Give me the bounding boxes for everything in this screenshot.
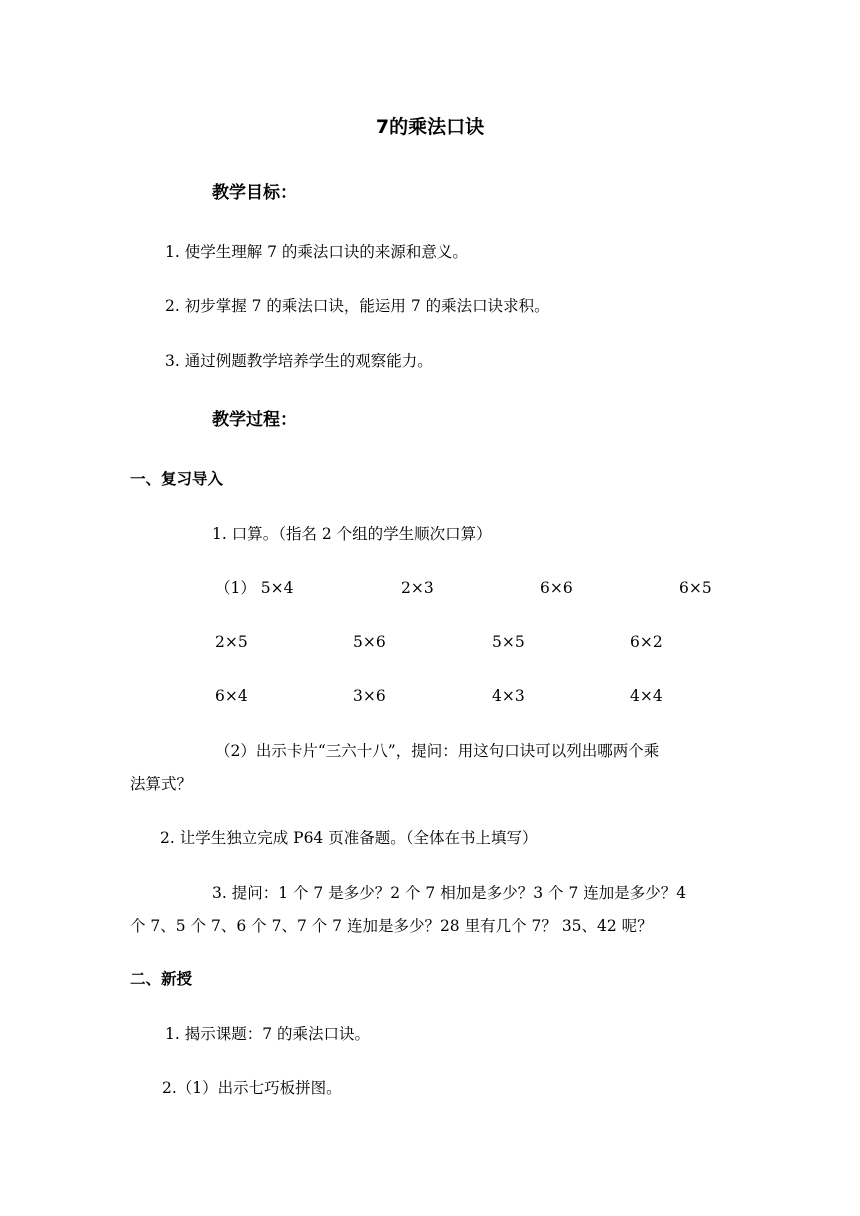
objective-item: 2. 初步掌握 7 的乘法口诀，能运用 7 的乘法口诀求积。 [165,297,550,315]
review-item-1: 1. 口算。（指名 2 个组的学生顺次口算） [212,525,492,543]
mental-calc-cell: 2×5 [215,633,248,651]
section-heading-review: 一、复习导入 [130,470,224,488]
new-item-2: 2.（1）出示七巧板拼图。 [162,1079,342,1097]
section-heading-new: 二、新授 [130,970,193,988]
mental-calc-cell: 5×5 [492,633,525,651]
mental-calc-cell: 6×2 [630,633,663,651]
mental-calc-cell: 3×6 [353,687,386,705]
review-item-1b-line2: 法算式？ [130,775,193,793]
review-item-2: 2. 让学生独立完成 P64 页准备题。（全体在书上填写） [160,829,538,847]
review-item-3-line1: 3. 提问：1 个 7 是多少？2 个 7 相加是多少？3 个 7 连加是多少？4 [212,884,687,902]
mental-calc-cell: 2×3 [401,579,434,597]
mental-calc-cell: 6×6 [540,579,573,597]
new-item-1: 1. 揭示课题：7 的乘法口诀。 [165,1025,371,1043]
review-item-3-line2: 个 7、5 个 7、6 个 7、7 个 7 连加是多少？28 里有几个 7？ 35、42 呢？ [130,917,653,935]
mental-calc-cell: 6×4 [215,687,248,705]
objectives-heading: 教学目标： [212,183,297,203]
objective-item: 1. 使学生理解 7 的乘法口诀的来源和意义。 [165,243,468,261]
mental-calc-cell: 6×5 [679,579,712,597]
review-item-1b-line1: （2）出示卡片“三六十八”，提问：用这句口诀可以列出哪两个乘 [215,742,660,760]
objective-item: 3. 通过例题教学培养学生的观察能力。 [165,352,433,370]
mental-calc-cell: （1） 5×4 [215,579,294,597]
mental-calc-cell: 4×3 [492,687,525,705]
document-title: 7的乘法口诀 [375,116,485,138]
mental-calc-cell: 5×6 [353,633,386,651]
process-heading: 教学过程： [212,410,297,430]
mental-calc-cell: 4×4 [630,687,663,705]
